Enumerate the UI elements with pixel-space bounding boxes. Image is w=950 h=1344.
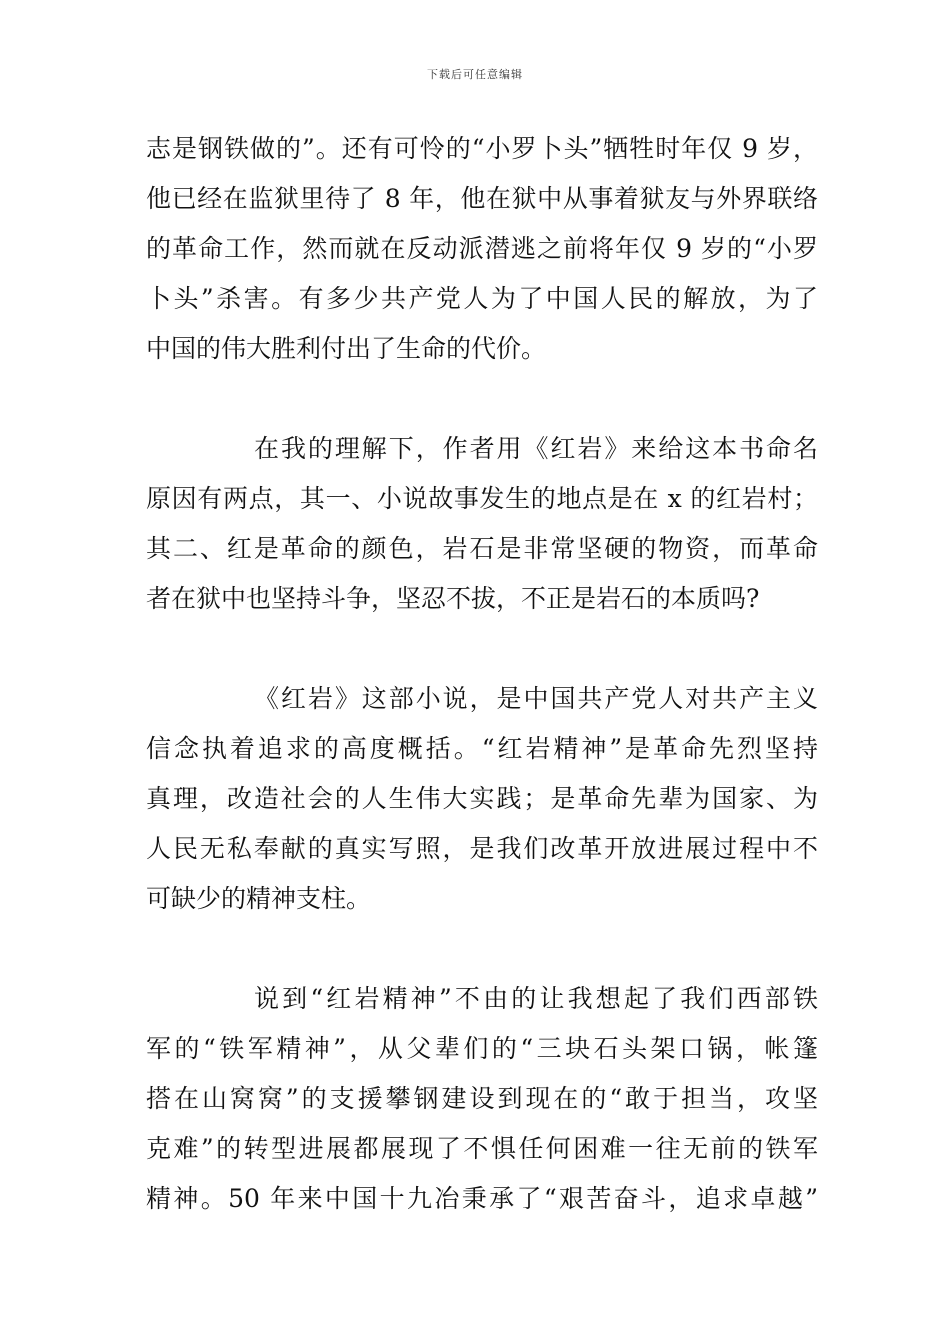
paragraph-spacer [146, 924, 818, 974]
text-line: 者在狱中也坚持斗争，坚忍不拔，不正是岩石的本质吗? [146, 584, 760, 613]
text-line: 志是钢铁做的”。还有可怜的“小罗卜头”牺牲时年仅 9 岁， [146, 134, 818, 163]
paragraph [146, 974, 818, 1224]
document-body [146, 124, 818, 1224]
text-line: 可缺少的精神支柱。 [146, 884, 372, 913]
text-line: 《红岩》这部小说，是中国共产党人对共产主义 [254, 684, 818, 713]
text-line: 的革命工作，然而就在反动派潜逃之前将年仅 9 岁的“小罗 [146, 234, 818, 263]
paragraph-spacer [146, 624, 818, 674]
text-line: 搭在山窝窝”的支援攀钢建设到现在的“敢于担当，攻坚 [146, 1084, 818, 1113]
text-line: 信念执着追求的高度概括。“红岩精神”是革命先烈坚持 [146, 734, 818, 763]
text-line: 在我的理解下，作者用《红岩》来给这本书命名 [254, 434, 818, 463]
text-line: 克难”的转型进展都展现了不惧任何困难一往无前的铁军 [146, 1134, 818, 1163]
text-line: 原因有两点，其一、小说故事发生的地点是在 x 的红岩村； [146, 484, 818, 513]
text-line: 说到“红岩精神”不由的让我想起了我们西部铁 [254, 984, 818, 1013]
text-line: 中国的伟大胜利付出了生命的代价。 [146, 334, 547, 363]
text-line: 真理，改造社会的人生伟大实践；是革命先辈为国家、为 [146, 784, 818, 813]
text-line: 军的“铁军精神”，从父辈们的“三块石头架口锅，帐篷 [146, 1034, 818, 1063]
text-line: 精神。50 年来中国十九冶秉承了“艰苦奋斗，追求卓越” [146, 1184, 818, 1213]
paragraph [146, 124, 818, 374]
text-line: 他已经在监狱里待了 8 年，他在狱中从事着狱友与外界联络 [146, 184, 818, 213]
page-header: 下载后可任意编辑 [427, 68, 523, 81]
paragraph-spacer [146, 374, 818, 424]
text-line: 其二、红是革命的颜色，岩石是非常坚硬的物资，而革命 [146, 534, 818, 563]
text-line: 卜头”杀害。有多少共产党人为了中国人民的解放，为了 [146, 284, 818, 313]
paragraph [146, 674, 818, 924]
paragraph [146, 424, 818, 624]
text-line: 人民无私奉献的真实写照，是我们改革开放进展过程中不 [146, 834, 818, 863]
